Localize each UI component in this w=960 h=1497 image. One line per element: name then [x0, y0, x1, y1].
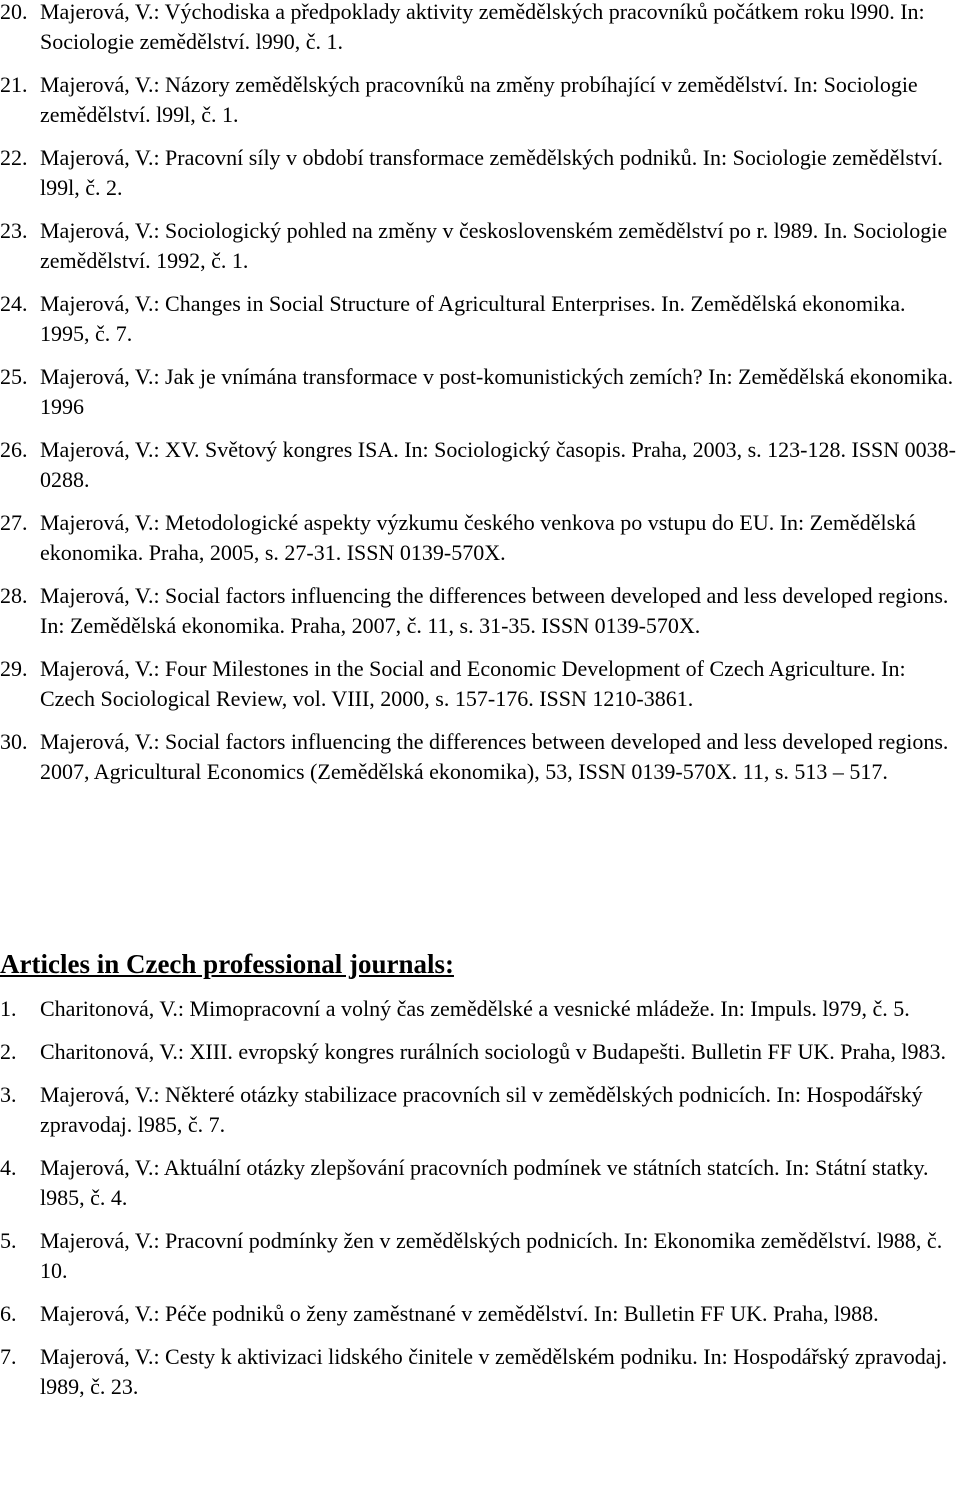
list-item [0, 1153, 960, 1213]
list-item [0, 654, 960, 714]
item-text: Majerová, V.: Péče podniků o ženy zaměstnané v zemědělství. In: Bulletin FF UK. Praha, l988. [40, 1301, 879, 1326]
item-text: Majerová, V.: Metodologické aspekty výzkumu českého venkova po vstupu do EU. In: Zemědělská ekonomika. Praha, 2005, s. 27-31. ISSN 0139-570X. [40, 510, 916, 565]
list-item [0, 581, 960, 641]
list-item [0, 216, 960, 276]
item-number: 30. [0, 729, 28, 754]
item-text: Majerová, V.: Názory zemědělských pracovníků na změny probíhající v zemědělství. In: Sociologie zemědělství. l99l, č. 1. [40, 72, 918, 127]
item-number: 27. [0, 510, 28, 535]
list-item [0, 70, 960, 130]
item-number: 26. [0, 437, 28, 462]
item-text: Charitonová, V.: XIII. evropský kongres rurálních sociologů v Budapešti. Bulletin FF UK. Praha, l983. [40, 1039, 946, 1064]
item-number: 7. [0, 1344, 17, 1369]
item-text: Majerová, V.: Social factors influencing the differences between developed and less developed regions. 2007, Agricultural Economics (Zemědělská ekonomika), 53, ISSN 0139-570X. 11, s. 513 – 517. [40, 729, 949, 784]
item-text: Majerová, V.: Pracovní síly v období transformace zemědělských podniků. In: Sociologie zemědělství. l99l, č. 2. [40, 145, 943, 200]
item-text: Majerová, V.: Social factors influencing the differences between developed and less developed regions. In: Zemědělská ekonomika. Praha, 2007, č. 11, s. 31-35. ISSN 0139-570X. [40, 583, 949, 638]
item-text: Majerová, V.: Sociologický pohled na změny v československém zemědělství po r. l989. In. Sociologie zemědělství. 1992, č. 1. [40, 218, 948, 273]
item-number: 21. [0, 72, 28, 97]
item-text: Majerová, V.: XV. Světový kongres ISA. In: Sociologický časopis. Praha, 2003, s. 123-128. ISSN 0038-0288. [40, 437, 957, 492]
item-number: 22. [0, 145, 28, 170]
item-number: 20. [0, 0, 28, 24]
item-number: 2. [0, 1039, 17, 1064]
item-text: Majerová, V.: Východiska a předpoklady aktivity zemědělských pracovníků počátkem roku l990. In: Sociologie zemědělství. l990, č. 1. [40, 0, 925, 54]
item-number: 29. [0, 656, 28, 681]
item-number: 24. [0, 291, 28, 316]
item-text: Majerová, V.: Jak je vnímána transformace v post-komunistických zemích? In: Zemědělská ekonomika. 1996 [40, 364, 954, 419]
section-heading: Articles in Czech professional journals: [0, 949, 454, 979]
item-text: Charitonová, V.: Mimopracovní a volný čas zemědělské a vesnické mládeže. In: Impuls. l979, č. 5. [40, 996, 910, 1021]
list-item [0, 1080, 960, 1140]
list-item [0, 1037, 960, 1067]
item-number: 25. [0, 364, 28, 389]
list-item [0, 727, 960, 787]
item-number: 5. [0, 1228, 17, 1253]
item-number: 28. [0, 583, 28, 608]
item-text: Majerová, V.: Four Milestones in the Social and Economic Development of Czech Agriculture. In: Czech Sociological Review, vol. VIII, 2000, s. 157-176. ISSN 1210-3861. [40, 656, 906, 711]
list-item [0, 0, 960, 57]
item-number: 3. [0, 1082, 17, 1107]
item-number: 4. [0, 1155, 17, 1180]
item-number: 23. [0, 218, 28, 243]
item-text: Majerová, V.: Aktuální otázky zlepšování pracovních podmínek ve státních statcích. In: Státní statky. l985, č. 4. [40, 1155, 929, 1210]
list-item [0, 435, 960, 495]
list-item [0, 289, 960, 349]
list-item [0, 994, 960, 1024]
item-text: Majerová, V.: Cesty k aktivizaci lidského činitele v zemědělském podniku. In: Hospodářský zpravodaj. l989, č. 23. [40, 1344, 948, 1399]
list-item [0, 1299, 960, 1329]
list-item [0, 362, 960, 422]
item-text: Majerová, V.: Některé otázky stabilizace pracovních sil v zemědělských podnicích. In: Hospodářský zpravodaj. l985, č. 7. [40, 1082, 923, 1137]
list-item [0, 1226, 960, 1286]
item-text: Majerová, V.: Pracovní podmínky žen v zemědělských podnicích. In: Ekonomika zemědělství. l988, č. 10. [40, 1228, 943, 1283]
list-item [0, 508, 960, 568]
articles-list [0, 994, 960, 1402]
item-text: Majerová, V.: Changes in Social Structure of Agricultural Enterprises. In. Zemědělská ekonomika. 1995, č. 7. [40, 291, 906, 346]
list-item [0, 1342, 960, 1402]
item-number: 6. [0, 1301, 17, 1326]
list-item [0, 143, 960, 203]
item-number: 1. [0, 996, 17, 1021]
